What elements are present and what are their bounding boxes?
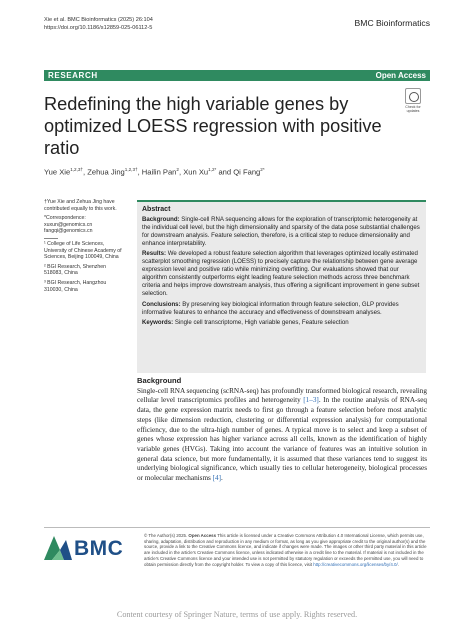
license-link[interactable]: http://creativecommons.org/licenses/by/4.0/ <box>313 561 398 567</box>
bmc-logo <box>44 536 134 562</box>
correspondence: *Correspondence: xuxun@genomics.cn fangqi@genomics.cn <box>44 215 93 235</box>
abstract-heading: Abstract <box>142 206 171 213</box>
citation-line: Xie et al. BMC Bioinformatics (2025) 26:104 <box>44 17 153 23</box>
section-heading: Background <box>137 376 182 385</box>
bmc-logo-icon <box>44 536 72 560</box>
author-affil: 1,2,3† <box>124 167 138 172</box>
author-list: Yue Xie$^{1,2,3\dagger}$, Zehua Jing$^{1,2,3\dagger}$, Hailin Pan$^2$, Xun $Xu^{1,2*}$ and Qi Fang$^{2*}$ <box>44 167 265 177</box>
equal-contribution-note: †Yue Xie and Zehua Jing have contributed equally to this work. <box>44 199 117 212</box>
author-name: Zehua Jing <box>87 167 125 177</box>
email-link[interactable]: fangqi@genomics.cn <box>44 228 93 235</box>
check-updates-icon <box>405 88 421 104</box>
section-label: RESEARCH <box>48 71 98 80</box>
check-for-updates-badge[interactable] <box>400 88 426 113</box>
affiliation-item: ¹ College of Life Sciences, University of Chinese Academy of Sciences, Beijing 100049, China <box>44 240 122 261</box>
section-banner <box>44 70 430 81</box>
running-header <box>44 16 153 32</box>
courtesy-note: Content courtesy of Springer Nature, terms of use apply. Rights reserved. <box>116 610 358 619</box>
author-affil: 1,2,3† <box>70 167 83 172</box>
divider <box>44 238 58 239</box>
article-title: Redefining the high variable genes by optimized LOESS regression with positive ratio <box>44 94 382 158</box>
author-affil: 1,2* <box>208 167 217 172</box>
abstract-keywords: Keywords: Single cell transcriptome, High variable genes, Feature selection <box>142 318 349 326</box>
main-text <box>137 376 427 484</box>
footer-divider <box>44 527 430 528</box>
badge-label-1: Check for <box>405 105 421 109</box>
affiliation-item: ³ BGI Research, Hangzhou 310030, China <box>44 279 107 293</box>
email-link[interactable]: xuxun@genomics.cn <box>44 221 93 228</box>
abstract-box <box>137 200 426 373</box>
abstract-results: Results: We developed a robust feature selection algorithm that leverages optimized locally estimated scatterplot smoothing regression (LOESS) to precisely capture the relationship between gene average expression level and positive ratio while minimizing overfitting. Our evaluations showed that our algorithm consistently outperforms eight leading feature selection methods across three benchmark criteria and helps improve downstream analysis, thus offering a significant improvement in gene subset selection. <box>142 250 420 298</box>
author-name: Xun Xu <box>183 167 209 177</box>
journal-name: BMC Bioinformatics <box>354 18 430 28</box>
body-paragraph: Single-cell RNA sequencing (scRNA-seq) has profoundly transformed biological research, revealing cellular level transcriptomics profiles and heterogeneity [1–3]. In the routine analysis of RNA-seq data, the gene expression matrix needs to first go through a feature selection before most analytic steps (like dimension reduction, clustering or differential expression analysis) for computational efficiency, due to the ultra-high number of genes. A typical move is to select and keep a subset of genes whose expression has higher variance across all cells, known as the identification of highly variable genes (HVGs). Taking into account the variance of features was an intuitive solution in general data science, but more fundamentally, it is assumed that these variances tend to suggest its underlying biological significance, which usually ties to cellular heterogeneity, biological processes or molecular mechanisms [4]. <box>137 386 428 483</box>
abstract-conclusions: Conclusions: By preserving key biological information through feature selection, GLP provides informative features to enhance the accuracy and effectiveness of downstream analyses. <box>142 300 399 316</box>
open-access-label: Open Access <box>375 71 426 80</box>
citation-link[interactable]: [1–3] <box>303 396 319 405</box>
affiliations <box>44 199 126 296</box>
author-name: Qi Fang <box>233 167 261 177</box>
author-affil: 2 <box>176 167 179 172</box>
citation-link[interactable]: [4] <box>212 474 222 483</box>
author-name: Hailin Pan <box>141 167 177 177</box>
badge-label-2: updates <box>406 109 420 114</box>
affiliation-item: ² BGI Research, Shenzhen 518083, China <box>44 263 106 277</box>
doi-link[interactable]: https://doi.org/10.1186/s12859-025-06112-5 <box>44 25 153 31</box>
abstract-background: Background: Single-cell RNA sequencing allows for the exploration of transcriptomic heterogeneity at the individual cell level, but the high dimensionality and sparsity of the data pose substantial challenges for downstream analysis. Feature selection, therefore, is a critical step to reduce dimensionality and enhance interpretability. <box>142 216 420 248</box>
author-name: Yue Xie <box>44 167 71 177</box>
author-affil: 2* <box>260 167 265 172</box>
license-text: © The Author(s) 2025. Open Access This article is licensed under a Creative Commons Attribution 4.0 International License, which permits use, sharing, adaptation, distribution and reproduction in any medium or format, as long as you give appropriate credit to the original author(s) and the source, provide a link to the Creative Commons licence, and indicate if changes were made. The images or other third party material in this article are included in the article's Creative Commons licence, unless indicated otherwise in a credit line to the material. If material is not included in the article's Creative Commons licence and your intended use is not permitted by statutory regulation or exceeds the permitted use, you will need to obtain permission directly from the copyright holder. To view a copy of this licence, visit http://creativecommons.org/licenses/by/4.0/. <box>144 533 427 567</box>
bmc-logo-text: BMC <box>74 537 124 560</box>
